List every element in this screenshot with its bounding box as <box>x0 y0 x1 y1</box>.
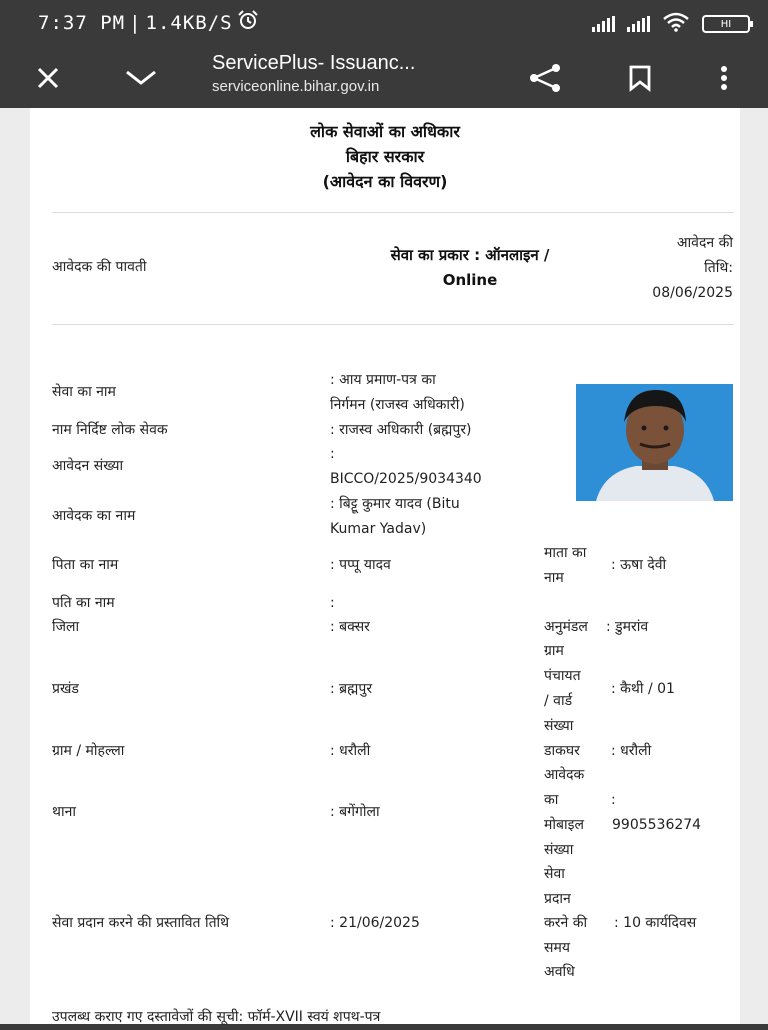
status-divider: | <box>129 11 142 34</box>
subdivision: : डुमरांव <box>606 619 649 635</box>
service-name-value-2: निर्गमन (राजस्व अधिकारी) <box>330 397 465 413</box>
application-number-label: आवेदन संख्या <box>52 458 124 474</box>
post-office-label: डाकघर <box>544 743 580 759</box>
husband-name: : <box>330 595 335 611</box>
duration-label-4: समय <box>544 940 570 956</box>
mobile-number: 9905536274 <box>612 817 702 833</box>
police-station-label: थाना <box>52 804 76 820</box>
application-number: BICCO/2025/9034340 <box>330 471 482 487</box>
mother-name-label-1: माता का <box>544 545 587 561</box>
district: : बक्सर <box>330 619 370 635</box>
applicant-name-1: : बिट्टू कुमार यादव (Bitu <box>330 496 460 512</box>
husband-name-label: पति का नाम <box>52 595 115 611</box>
browser-toolbar <box>0 46 768 108</box>
date-label-2: तिथि: <box>704 260 733 276</box>
receipt-label: आवेदक की पावती <box>52 259 147 275</box>
signal-icon-2 <box>627 16 650 32</box>
close-icon[interactable] <box>28 58 68 98</box>
status-right <box>592 12 750 36</box>
application-number-colon: : <box>330 446 335 462</box>
father-name: : पप्पू यादव <box>330 557 391 573</box>
applicant-photo <box>576 384 733 501</box>
header-line-3: (आवेदन का विवरण) <box>322 172 448 191</box>
documents-list: उपलब्ध कराए गए दस्तावेजों की सूची: फॉर्म-XVII स्वयं शपथ-पत्र <box>52 1009 381 1025</box>
more-menu-icon[interactable] <box>704 58 744 98</box>
mobile-label-1: आवेदक <box>544 767 585 783</box>
proposed-date: : 21/06/2025 <box>330 915 420 931</box>
panchayat-label-1: ग्राम <box>544 643 564 659</box>
date-label-1: आवेदन की <box>676 235 733 251</box>
block: : ब्रह्मपुर <box>330 681 373 697</box>
application-date: 08/06/2025 <box>652 285 733 301</box>
duration: : 10 कार्यदिवस <box>614 915 697 931</box>
mobile-label-2: का <box>544 792 559 808</box>
duration-label-3: करने की <box>544 915 588 931</box>
mobile-label-4: संख्या <box>544 842 574 858</box>
status-left <box>38 10 259 35</box>
battery-label: HI <box>720 18 732 30</box>
district-label: जिला <box>52 619 80 635</box>
panchayat-label-2: पंचायत <box>544 668 581 684</box>
subdivision-label: अनुमंडल <box>544 619 588 635</box>
status-speed: 1.4KB/S <box>145 11 233 34</box>
service-name-value-1: : आय प्रमाण-पत्र का <box>330 372 436 388</box>
chevron-down-icon[interactable] <box>121 58 161 98</box>
panchayat-label-4: संख्या <box>544 718 574 734</box>
wifi-icon <box>662 12 690 36</box>
officer-label: नाम निर्दिष्ट लोक सेवक <box>52 422 168 438</box>
panchayat-label-3: / वार्ड <box>544 693 573 709</box>
officer-value: : राजस्व अधिकारी (ब्रह्मपुर) <box>330 422 472 438</box>
header-line-2: बिहार सरकार <box>345 147 425 166</box>
mobile-colon: : <box>611 792 616 808</box>
service-type-line-2: Online <box>442 271 498 289</box>
duration-label-1: सेवा <box>544 866 565 882</box>
signal-icon <box>592 16 615 32</box>
village: : धरौली <box>330 743 371 759</box>
service-name-label: सेवा का नाम <box>52 384 116 400</box>
page-url[interactable]: serviceonline.bihar.gov.in <box>212 78 380 95</box>
divider <box>52 324 734 325</box>
applicant-name-label: आवेदक का नाम <box>52 508 136 524</box>
police-station: : बगेंगोला <box>330 804 380 820</box>
panchayat: : कैथी / 01 <box>611 681 675 697</box>
duration-label-2: प्रदान <box>544 891 571 907</box>
mother-name-label-2: नाम <box>544 570 564 586</box>
status-bar <box>0 0 768 46</box>
mobile-label-3: मोबाइल <box>544 817 584 833</box>
post-office: : धरौली <box>611 743 652 759</box>
battery-icon <box>702 15 750 33</box>
status-time: 7:37 PM <box>38 11 126 34</box>
applicant-name-2: Kumar Yadav) <box>330 521 427 537</box>
share-icon[interactable] <box>525 58 565 98</box>
service-type-line-1: सेवा का प्रकार : ऑनलाइन / <box>390 246 550 264</box>
block-label: प्रखंड <box>52 681 79 697</box>
duration-label-5: अवधि <box>544 964 575 980</box>
header-line-1: लोक सेवाओं का अधिकार <box>310 122 460 141</box>
village-label: ग्राम / मोहल्ला <box>52 743 125 759</box>
father-name-label: पिता का नाम <box>52 557 119 573</box>
alarm-icon <box>237 10 259 35</box>
document-sheet <box>30 108 740 1024</box>
divider <box>52 212 734 213</box>
mother-name: : ऊषा देवी <box>611 557 667 573</box>
page-title: ServicePlus- Issuanc... <box>212 52 416 74</box>
proposed-date-label: सेवा प्रदान करने की प्रस्तावित तिथि <box>52 915 230 931</box>
bookmark-icon[interactable] <box>620 58 660 98</box>
